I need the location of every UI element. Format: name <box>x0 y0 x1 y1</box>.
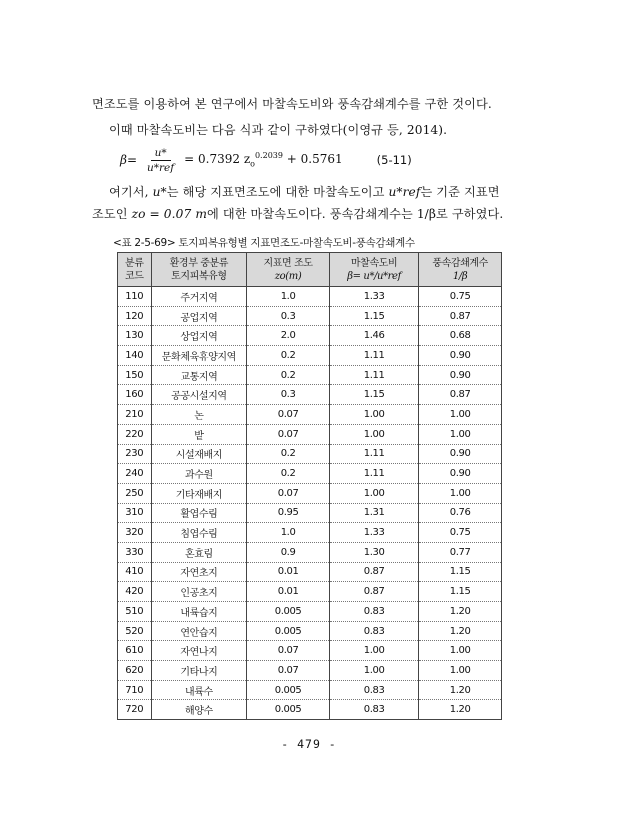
line3-part-b: 는 해당 지표면조도에 대한 마찰속도이고 <box>166 185 389 199</box>
cell-landcover-type: 밭 <box>151 424 247 444</box>
cell-landcover-type: 해양수 <box>151 700 247 720</box>
cell-landcover-type: 주거지역 <box>151 287 247 307</box>
cell-friction-ratio: 1.00 <box>329 424 418 444</box>
table-row <box>118 562 502 582</box>
cell-damping-coefficient: 1.15 <box>419 582 502 602</box>
cell-code: 620 <box>118 661 152 681</box>
table-row <box>118 602 502 622</box>
table-row <box>118 365 502 385</box>
table-row <box>118 464 502 484</box>
cell-code: 250 <box>118 483 152 503</box>
equation-numerator: u* <box>151 147 171 161</box>
line3-var-ustar: u* <box>152 185 167 199</box>
table-caption: <표 2-5-69> 토지피복유형별 지표면조도-마찰속도비-풍속감쇄계수 <box>113 237 415 249</box>
paragraph-line-2: 이때 마찰속도비는 다음 식과 같이 구하였다(이영규 등, 2014). <box>109 123 448 137</box>
cell-friction-ratio: 1.31 <box>329 503 418 523</box>
header-type-line1: 환경부 중분류 <box>169 257 229 269</box>
cell-code: 240 <box>118 464 152 484</box>
cell-damping-coefficient: 0.87 <box>419 306 502 326</box>
header-coefficient-line2: 1/β <box>452 270 468 282</box>
cell-roughness: 0.07 <box>247 424 330 444</box>
line4-part-a: 조도인 <box>92 207 132 221</box>
cell-friction-ratio: 0.87 <box>329 582 418 602</box>
header-coefficient <box>419 253 502 287</box>
cell-code: 140 <box>118 346 152 366</box>
table-header-row <box>118 253 502 287</box>
cell-code: 330 <box>118 542 152 562</box>
cell-damping-coefficient: 1.00 <box>419 483 502 503</box>
cell-friction-ratio: 1.00 <box>329 405 418 425</box>
cell-landcover-type: 활엽수림 <box>151 503 247 523</box>
cell-roughness: 0.07 <box>247 641 330 661</box>
cell-landcover-type: 내륙습지 <box>151 602 247 622</box>
cell-code: 230 <box>118 444 152 464</box>
cell-landcover-type: 상업지역 <box>151 326 247 346</box>
cell-code: 710 <box>118 680 152 700</box>
cell-friction-ratio: 0.83 <box>329 700 418 720</box>
cell-friction-ratio: 1.33 <box>329 523 418 543</box>
cell-damping-coefficient: 1.20 <box>419 621 502 641</box>
cell-roughness: 0.2 <box>247 464 330 484</box>
cell-roughness: 0.07 <box>247 483 330 503</box>
cell-damping-coefficient: 1.15 <box>419 562 502 582</box>
cell-landcover-type: 내륙수 <box>151 680 247 700</box>
cell-damping-coefficient: 1.00 <box>419 424 502 444</box>
header-roughness <box>247 253 330 287</box>
cell-roughness: 0.2 <box>247 365 330 385</box>
cell-code: 150 <box>118 365 152 385</box>
table-row <box>118 385 502 405</box>
cell-code: 110 <box>118 287 152 307</box>
header-coefficient-line1: 풍속감쇄계수 <box>432 257 488 269</box>
cell-roughness: 0.3 <box>247 306 330 326</box>
table-row <box>118 306 502 326</box>
cell-roughness: 0.01 <box>247 582 330 602</box>
equation-rhs-exp: 0.2039 <box>254 151 283 161</box>
table-row <box>118 621 502 641</box>
table-row <box>118 444 502 464</box>
cell-friction-ratio: 1.11 <box>329 444 418 464</box>
cell-roughness: 0.005 <box>247 700 330 720</box>
header-roughness-line2: zo(m) <box>274 270 302 282</box>
cell-roughness: 2.0 <box>247 326 330 346</box>
cell-landcover-type: 논 <box>151 405 247 425</box>
cell-code: 720 <box>118 700 152 720</box>
cell-roughness: 0.9 <box>247 542 330 562</box>
cell-code: 610 <box>118 641 152 661</box>
cell-friction-ratio: 0.83 <box>329 680 418 700</box>
cell-roughness: 0.005 <box>247 621 330 641</box>
cell-friction-ratio: 1.46 <box>329 326 418 346</box>
table-row <box>118 326 502 346</box>
cell-roughness: 0.005 <box>247 602 330 622</box>
paragraph-line-3 <box>109 184 549 200</box>
cell-code: 210 <box>118 405 152 425</box>
cell-roughness: 1.0 <box>247 287 330 307</box>
landcover-table <box>117 252 502 720</box>
cell-friction-ratio: 0.87 <box>329 562 418 582</box>
cell-friction-ratio: 1.11 <box>329 464 418 484</box>
table-row <box>118 700 502 720</box>
cell-landcover-type: 공공시설지역 <box>151 385 247 405</box>
cell-landcover-type: 과수원 <box>151 464 247 484</box>
cell-damping-coefficient: 1.00 <box>419 405 502 425</box>
equation-rhs-suffix: + 0.5761 <box>282 152 343 167</box>
cell-damping-coefficient: 0.75 <box>419 523 502 543</box>
line3-part-c: 는 기준 지표면 <box>420 185 500 199</box>
equation-rhs <box>184 151 343 168</box>
cell-damping-coefficient: 1.20 <box>419 602 502 622</box>
cell-code: 510 <box>118 602 152 622</box>
cell-code: 410 <box>118 562 152 582</box>
cell-roughness: 0.01 <box>247 562 330 582</box>
table-row <box>118 661 502 681</box>
cell-landcover-type: 침엽수림 <box>151 523 247 543</box>
equation-number: (5-11) <box>376 153 412 167</box>
table-row <box>118 582 502 602</box>
header-type-line2: 토지피복유형 <box>171 270 227 282</box>
cell-landcover-type: 기타나지 <box>151 661 247 681</box>
line3-var-ustarref: u*ref <box>388 185 421 199</box>
table-row <box>118 641 502 661</box>
line4-part-b: 에 대한 마찰속도이다. 풍속감쇄계수는 1/β로 구하였다. <box>206 207 504 221</box>
cell-landcover-type: 인공초지 <box>151 582 247 602</box>
equation-5-11 <box>120 142 440 178</box>
cell-friction-ratio: 1.00 <box>329 483 418 503</box>
table-row <box>118 405 502 425</box>
cell-code: 130 <box>118 326 152 346</box>
cell-friction-ratio: 1.33 <box>329 287 418 307</box>
cell-landcover-type: 교통지역 <box>151 365 247 385</box>
cell-roughness: 0.005 <box>247 680 330 700</box>
header-ratio-line1: 마찰속도비 <box>350 257 398 269</box>
cell-friction-ratio: 1.15 <box>329 306 418 326</box>
cell-landcover-type: 자연초지 <box>151 562 247 582</box>
cell-friction-ratio: 1.11 <box>329 365 418 385</box>
cell-code: 520 <box>118 621 152 641</box>
cell-friction-ratio: 1.15 <box>329 385 418 405</box>
table-body <box>118 287 502 720</box>
cell-landcover-type: 공업지역 <box>151 306 247 326</box>
cell-landcover-type: 문화체육휴양지역 <box>151 346 247 366</box>
cell-code: 120 <box>118 306 152 326</box>
cell-friction-ratio: 1.11 <box>329 346 418 366</box>
table-row <box>118 346 502 366</box>
cell-roughness: 0.2 <box>247 346 330 366</box>
cell-landcover-type: 시설재배지 <box>151 444 247 464</box>
equation-denominator: u*ref <box>147 161 175 174</box>
cell-damping-coefficient: 1.20 <box>419 680 502 700</box>
cell-friction-ratio: 0.83 <box>329 602 418 622</box>
cell-code: 310 <box>118 503 152 523</box>
header-roughness-line1: 지표면 조도 <box>263 257 313 269</box>
header-code-line2: 코드 <box>124 270 144 282</box>
page-number: - 479 - <box>281 737 337 751</box>
table-row <box>118 523 502 543</box>
cell-damping-coefficient: 1.00 <box>419 661 502 681</box>
cell-landcover-type: 혼효림 <box>151 542 247 562</box>
header-ratio <box>329 253 418 287</box>
paragraph-line-1: 면조도를 이용하여 본 연구에서 마찰속도비와 풍속감쇄계수를 구한 것이다. <box>92 97 492 111</box>
cell-damping-coefficient: 0.90 <box>419 444 502 464</box>
line4-var-zo: zo = 0.07 m <box>131 207 207 221</box>
paragraph-line-4 <box>92 206 532 222</box>
cell-roughness: 0.07 <box>247 661 330 681</box>
equation-rhs-sub: o <box>250 159 255 169</box>
cell-code: 320 <box>118 523 152 543</box>
cell-damping-coefficient: 0.87 <box>419 385 502 405</box>
header-code <box>118 253 152 287</box>
cell-code: 220 <box>118 424 152 444</box>
cell-damping-coefficient: 0.90 <box>419 346 502 366</box>
cell-damping-coefficient: 0.90 <box>419 365 502 385</box>
cell-damping-coefficient: 0.90 <box>419 464 502 484</box>
table-row <box>118 483 502 503</box>
table-row <box>118 680 502 700</box>
line3-part-a: 여기서, <box>109 185 153 199</box>
header-ratio-line2: β= u*/u*ref <box>347 270 401 282</box>
cell-damping-coefficient: 0.75 <box>419 287 502 307</box>
cell-friction-ratio: 1.00 <box>329 661 418 681</box>
cell-code: 420 <box>118 582 152 602</box>
cell-friction-ratio: 1.00 <box>329 641 418 661</box>
table-row <box>118 503 502 523</box>
table-row <box>118 542 502 562</box>
cell-roughness: 0.95 <box>247 503 330 523</box>
cell-landcover-type: 연안습지 <box>151 621 247 641</box>
table-row <box>118 424 502 444</box>
header-code-line1: 분류 <box>124 257 144 269</box>
cell-landcover-type: 기타재배지 <box>151 483 247 503</box>
cell-roughness: 0.3 <box>247 385 330 405</box>
cell-damping-coefficient: 0.68 <box>419 326 502 346</box>
equation-lhs: β= <box>120 153 137 167</box>
cell-roughness: 0.07 <box>247 405 330 425</box>
table-row <box>118 287 502 307</box>
cell-roughness: 0.2 <box>247 444 330 464</box>
cell-damping-coefficient: 0.76 <box>419 503 502 523</box>
header-type <box>151 253 247 287</box>
cell-damping-coefficient: 1.00 <box>419 641 502 661</box>
cell-damping-coefficient: 1.20 <box>419 700 502 720</box>
cell-damping-coefficient: 0.77 <box>419 542 502 562</box>
cell-landcover-type: 자연나지 <box>151 641 247 661</box>
equation-rhs-prefix: = 0.7392 z <box>184 152 251 167</box>
cell-friction-ratio: 0.83 <box>329 621 418 641</box>
cell-roughness: 1.0 <box>247 523 330 543</box>
equation-fraction <box>143 147 178 174</box>
cell-friction-ratio: 1.30 <box>329 542 418 562</box>
cell-code: 160 <box>118 385 152 405</box>
